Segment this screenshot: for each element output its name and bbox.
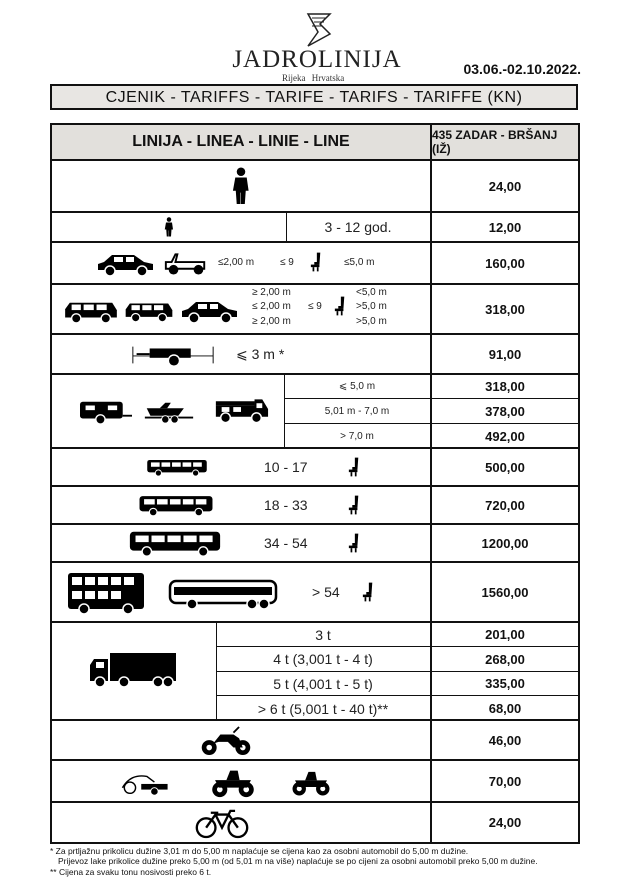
adult-person-icon xyxy=(231,167,251,205)
price-motorcycle: 46,00 xyxy=(430,721,578,759)
table-row-caravan xyxy=(52,375,578,449)
car-height-limit: ≤2,00 m xyxy=(218,257,255,268)
suv-height-3: ≥ 2,00 m xyxy=(252,316,291,327)
minivan-icon xyxy=(124,299,174,323)
footnote-2: Prijevoz lake prikolice dužine preko 5,00 m (od 5,01 m na više) naplaćuje se po cijeni za osobni automobil preko 5,00 m dužine. xyxy=(58,856,538,866)
bicycle-icon xyxy=(194,807,250,839)
caravan-icon xyxy=(78,399,134,425)
suv-length-1: <5,0 m xyxy=(356,287,387,298)
child-age-label: 3 - 12 god. xyxy=(324,219,392,235)
footnote-1: * Za prtljažnu prikolicu dužine 3,01 m do 5,00 m naplaćuje se cijena kao za osobni automobil do 5,00 m dužine. xyxy=(50,846,469,856)
trailer-icon xyxy=(130,341,216,369)
motorcycle-icon xyxy=(198,725,254,757)
boat-trailer-icon xyxy=(140,399,198,425)
jeep-icon xyxy=(162,249,210,277)
child-person-icon xyxy=(164,217,174,237)
bus-medium-seats: 18 - 33 xyxy=(264,497,308,513)
bus-large-seats: 34 - 54 xyxy=(264,535,308,551)
camper-icon xyxy=(212,395,270,425)
table-header-row xyxy=(52,125,578,161)
table-row-adult xyxy=(52,161,578,213)
table-row-bus-medium xyxy=(52,487,578,525)
price-bicycle: 24,00 xyxy=(430,803,578,842)
tariff-title: CJENIK - TARIFFS - TARIFE - TARIFS - TARIFFE (KN) xyxy=(50,84,578,110)
logo-mark-icon xyxy=(304,12,334,48)
table-row-bus-xl xyxy=(52,563,578,623)
caravan-length-2: 5,01 m - 7,0 m xyxy=(284,399,430,424)
line-label: LINIJA - LINEA - LINIE - LINE xyxy=(132,133,350,150)
price-caravan-2: 378,00 xyxy=(432,399,578,424)
suv-length-2: >5,0 m xyxy=(356,301,387,312)
price-child: 12,00 xyxy=(430,213,578,241)
table-row-trailer xyxy=(52,335,578,375)
suv-length-3: >5,0 m xyxy=(356,316,387,327)
table-row-bicycle xyxy=(52,803,578,842)
trailer-length-label: ⩽ 3 m * xyxy=(236,346,285,362)
price-truck-3: 335,00 xyxy=(432,672,578,696)
tariff-table xyxy=(50,123,580,844)
car-length-limit: ≤5,0 m xyxy=(344,257,375,268)
table-row-car xyxy=(52,243,578,285)
price-bus-xl: 1560,00 xyxy=(430,563,578,621)
suv-icon xyxy=(62,299,120,323)
price-truck-4: 68,00 xyxy=(488,701,522,716)
price-trailer: 91,00 xyxy=(430,335,578,373)
caravan-length-1: ⩽ 5,0 m xyxy=(284,375,430,399)
validity-date: 03.06.-02.10.2022. xyxy=(463,61,581,77)
station-wagon-icon xyxy=(178,299,242,323)
price-suv: 318,00 xyxy=(430,285,578,333)
seat-icon xyxy=(334,295,346,317)
price-quad: 70,00 xyxy=(430,761,578,801)
price-caravan-3: 492,00 xyxy=(485,429,525,444)
route-label: 435 ZADAR - BRŠANJ (IŽ) xyxy=(430,125,578,159)
truck-weight-4: > 6 t (5,001 t - 40 t)** xyxy=(257,700,389,717)
truck-weight-3: 5 t (4,001 t - 5 t) xyxy=(216,672,430,696)
price-truck-2: 268,00 xyxy=(432,647,578,672)
price-caravan-1: 318,00 xyxy=(432,375,578,399)
table-row-truck xyxy=(52,623,578,721)
table-row-quad xyxy=(52,761,578,803)
price-bus-small: 500,00 xyxy=(430,449,578,485)
footnote-3: ** Cijena za svaku tonu nosivosti preko 6 t. xyxy=(50,867,212,877)
table-row-bus-large xyxy=(52,525,578,563)
table-row-motorcycle xyxy=(52,721,578,761)
seat-icon xyxy=(348,532,360,554)
seat-icon xyxy=(348,456,360,478)
quad-bike-icon xyxy=(208,765,258,799)
price-bus-large: 1200,00 xyxy=(430,525,578,561)
minibus-icon xyxy=(146,455,208,481)
motorcycle-trailer-icon xyxy=(116,767,174,799)
bus-large-icon xyxy=(128,529,222,559)
seat-icon xyxy=(362,581,374,603)
logo-name: JADROLINIJA xyxy=(232,46,402,73)
suv-height-1: ≥ 2,00 m xyxy=(252,287,291,298)
caravan-length-3: > 7,0 m xyxy=(340,431,374,442)
price-car: 160,00 xyxy=(430,243,578,283)
price-adult: 24,00 xyxy=(430,161,578,211)
table-row-bus-small xyxy=(52,449,578,487)
suv-height-2: ≤ 2,00 m xyxy=(252,301,291,312)
bus-icon xyxy=(138,492,214,520)
seat-icon xyxy=(348,494,360,516)
truck-weight-1: 3 t xyxy=(216,623,430,647)
price-truck-1: 201,00 xyxy=(432,623,578,647)
car-seat-limit: ≤ 9 xyxy=(280,257,294,268)
seat-icon xyxy=(310,251,322,273)
logo-subtitle: Rijeka Hrvatska xyxy=(282,73,345,83)
bus-small-seats: 10 - 17 xyxy=(264,459,308,475)
car-icon xyxy=(96,252,156,276)
truck-weight-2: 4 t (3,001 t - 4 t) xyxy=(216,647,430,672)
bus-xl-seats: > 54 xyxy=(312,584,340,600)
double-decker-bus-icon xyxy=(66,571,146,615)
truck-icon xyxy=(88,651,178,691)
table-row-child xyxy=(52,213,578,243)
suv-seat-limit: ≤ 9 xyxy=(308,301,322,312)
logo xyxy=(222,8,412,83)
table-row-suv xyxy=(52,285,578,335)
price-bus-medium: 720,00 xyxy=(430,487,578,523)
coach-icon xyxy=(168,577,278,611)
atv-icon xyxy=(290,766,332,798)
